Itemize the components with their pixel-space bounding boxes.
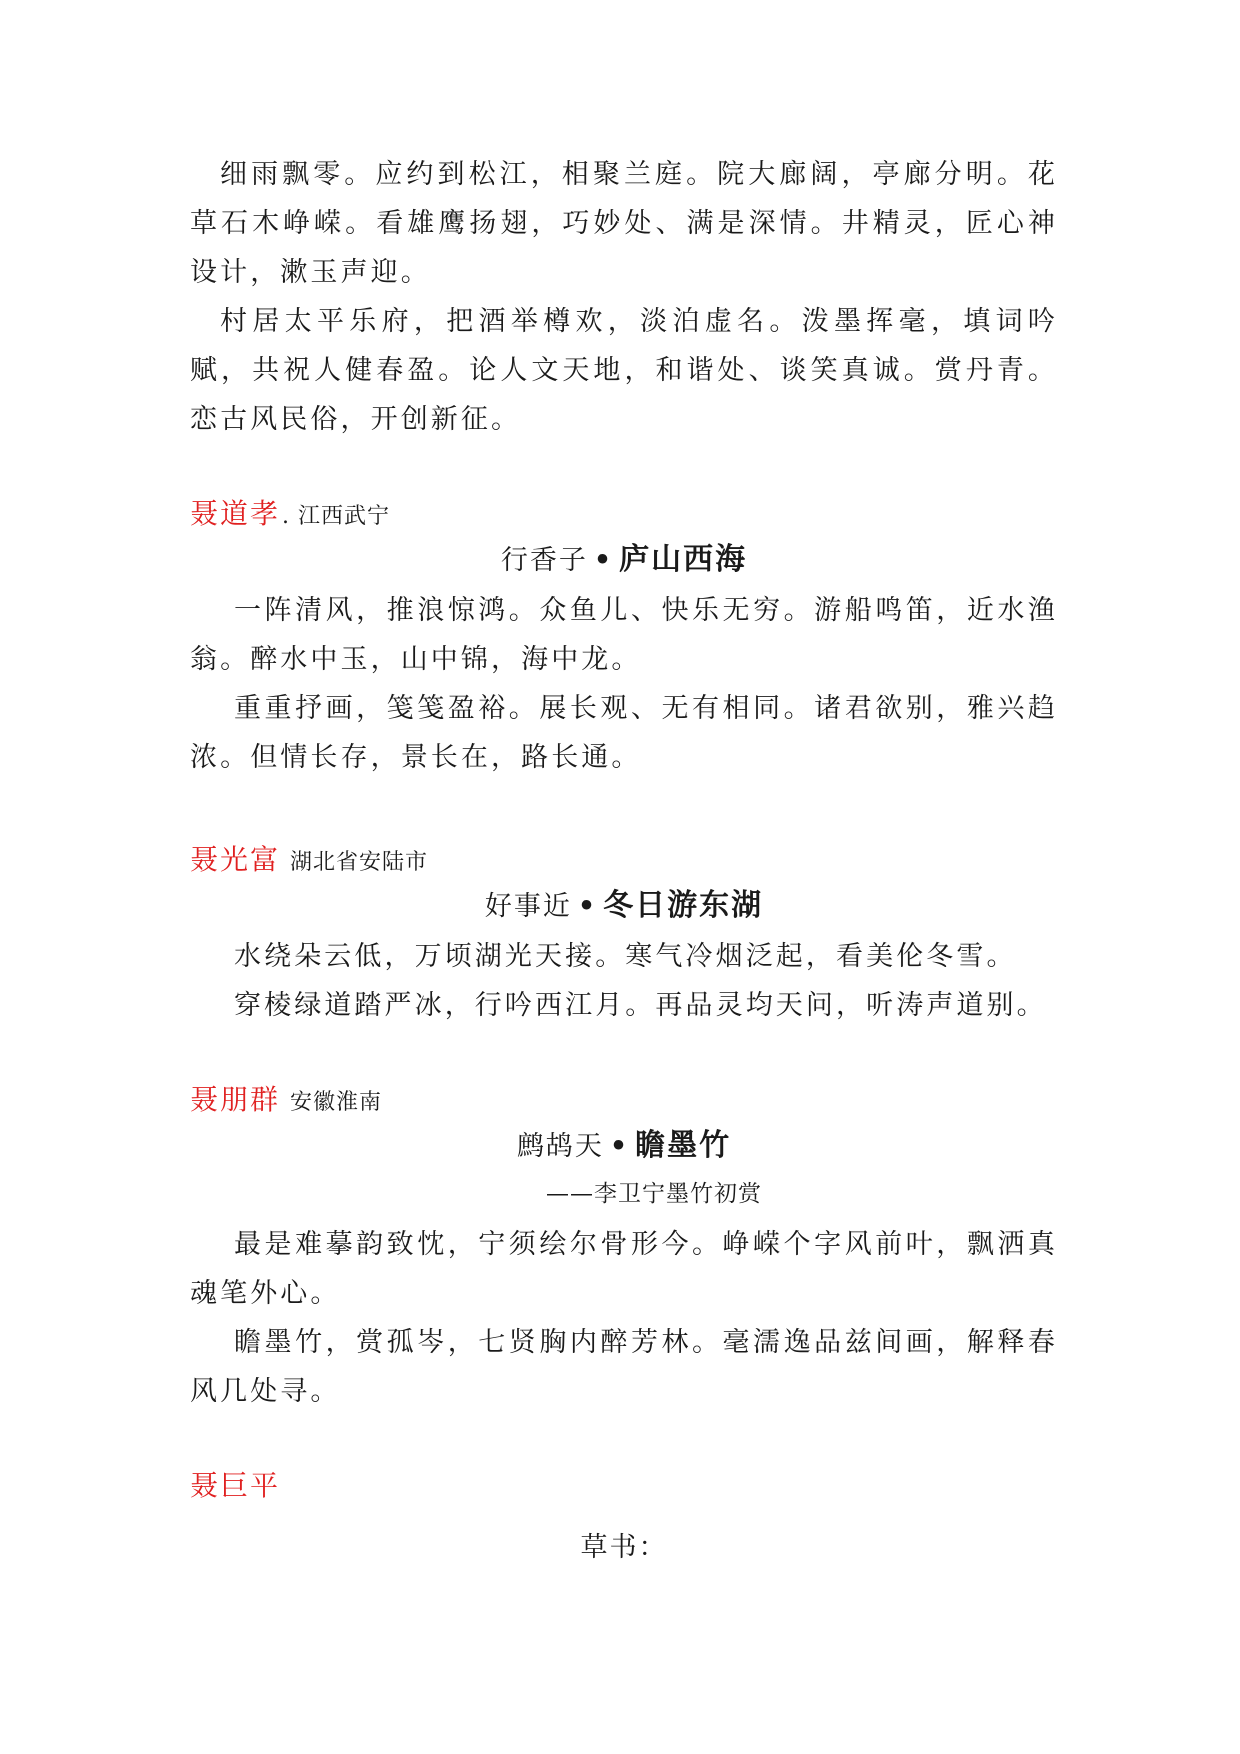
poem-paragraph: 重重抒画，笺笺盈裕。展长观、无有相同。诸君欲别，雅兴趋浓。但情长存，景长在，路长通。 bbox=[190, 693, 1058, 773]
author-place: 安徽淮南 bbox=[290, 1090, 383, 1115]
poem-title bbox=[190, 880, 1058, 932]
author-place: 湖北省安陆市 bbox=[290, 850, 429, 875]
author-name: 聂巨平 bbox=[190, 1469, 281, 1502]
author-line bbox=[190, 1080, 1058, 1120]
poem-section-3 bbox=[190, 1080, 1058, 1416]
poem-section-1 bbox=[190, 494, 1058, 782]
title-dot: • bbox=[577, 891, 598, 922]
poem-title bbox=[190, 534, 1058, 586]
author-name: 聂朋群 bbox=[190, 1083, 281, 1116]
top-poem bbox=[190, 150, 1058, 444]
poem-paragraph: 村居太平乐府，把酒举樽欢，淡泊虚名。泼墨挥毫，填词吟赋，共祝人健春盈。论人文天地，和谐处、谈笑真诚。赏丹青。恋古风民俗，开创新征。 bbox=[190, 306, 1058, 435]
poem-paragraph: 细雨飘零。应约到松江，相聚兰庭。院大廊阔，亭廊分明。花草石木峥嵘。看雄鹰扬翅，巧妙处、满是深情。井精灵，匠心神设计，漱玉声迎。 bbox=[190, 159, 1058, 288]
author-name: 聂光富 bbox=[190, 843, 281, 876]
poem-paragraph: 一阵清风，推浪惊鸿。众鱼儿、快乐无穷。游船鸣笛，近水渔翁。醉水中玉，山中锦，海中龙。 bbox=[190, 595, 1058, 675]
poem-paragraph: 水绕朵云低，万顷湖光天接。寒气冷烟泛起，看美伦冬雪。 bbox=[234, 941, 1017, 972]
author-line bbox=[190, 840, 1058, 880]
author-name: 聂道孝 bbox=[190, 497, 281, 530]
title-dot: • bbox=[593, 545, 614, 576]
title-prefix: 行香子 bbox=[500, 545, 588, 576]
author-line bbox=[190, 494, 1058, 534]
title-dot: • bbox=[609, 1131, 630, 1162]
poem-subtitle: ——李卫宁墨竹初赏 bbox=[546, 1181, 762, 1207]
title-prefix: 草书： bbox=[580, 1532, 668, 1563]
poem-section-2 bbox=[190, 840, 1058, 1030]
document-page bbox=[190, 150, 1058, 1574]
poem-paragraph: 穿棱绿道踏严冰，行吟西江月。再品灵均天问，听涛声道别。 bbox=[234, 990, 1047, 1021]
poem-paragraph: 瞻墨竹，赏孤岑，七贤胸内醉芳林。毫濡逸品兹间画，解释春风几处寻。 bbox=[190, 1327, 1058, 1407]
title-prefix: 鹧鸪天 bbox=[516, 1131, 604, 1162]
poem-section-4 bbox=[190, 1466, 1058, 1574]
title-main: 冬日游东湖 bbox=[603, 888, 764, 923]
poem-title bbox=[190, 1120, 1058, 1172]
poem-paragraph: 最是难摹韵致忱，宁须绘尔骨形今。峥嵘个字风前叶，飘洒真魂笔外心。 bbox=[190, 1229, 1058, 1309]
author-place: . 江西武宁 bbox=[282, 504, 391, 529]
title-prefix: 好事近 bbox=[484, 891, 572, 922]
poem-title bbox=[190, 1522, 1058, 1574]
title-main: 瞻墨竹 bbox=[635, 1128, 732, 1163]
author-line bbox=[190, 1466, 1058, 1506]
title-main: 庐山西海 bbox=[619, 542, 748, 577]
